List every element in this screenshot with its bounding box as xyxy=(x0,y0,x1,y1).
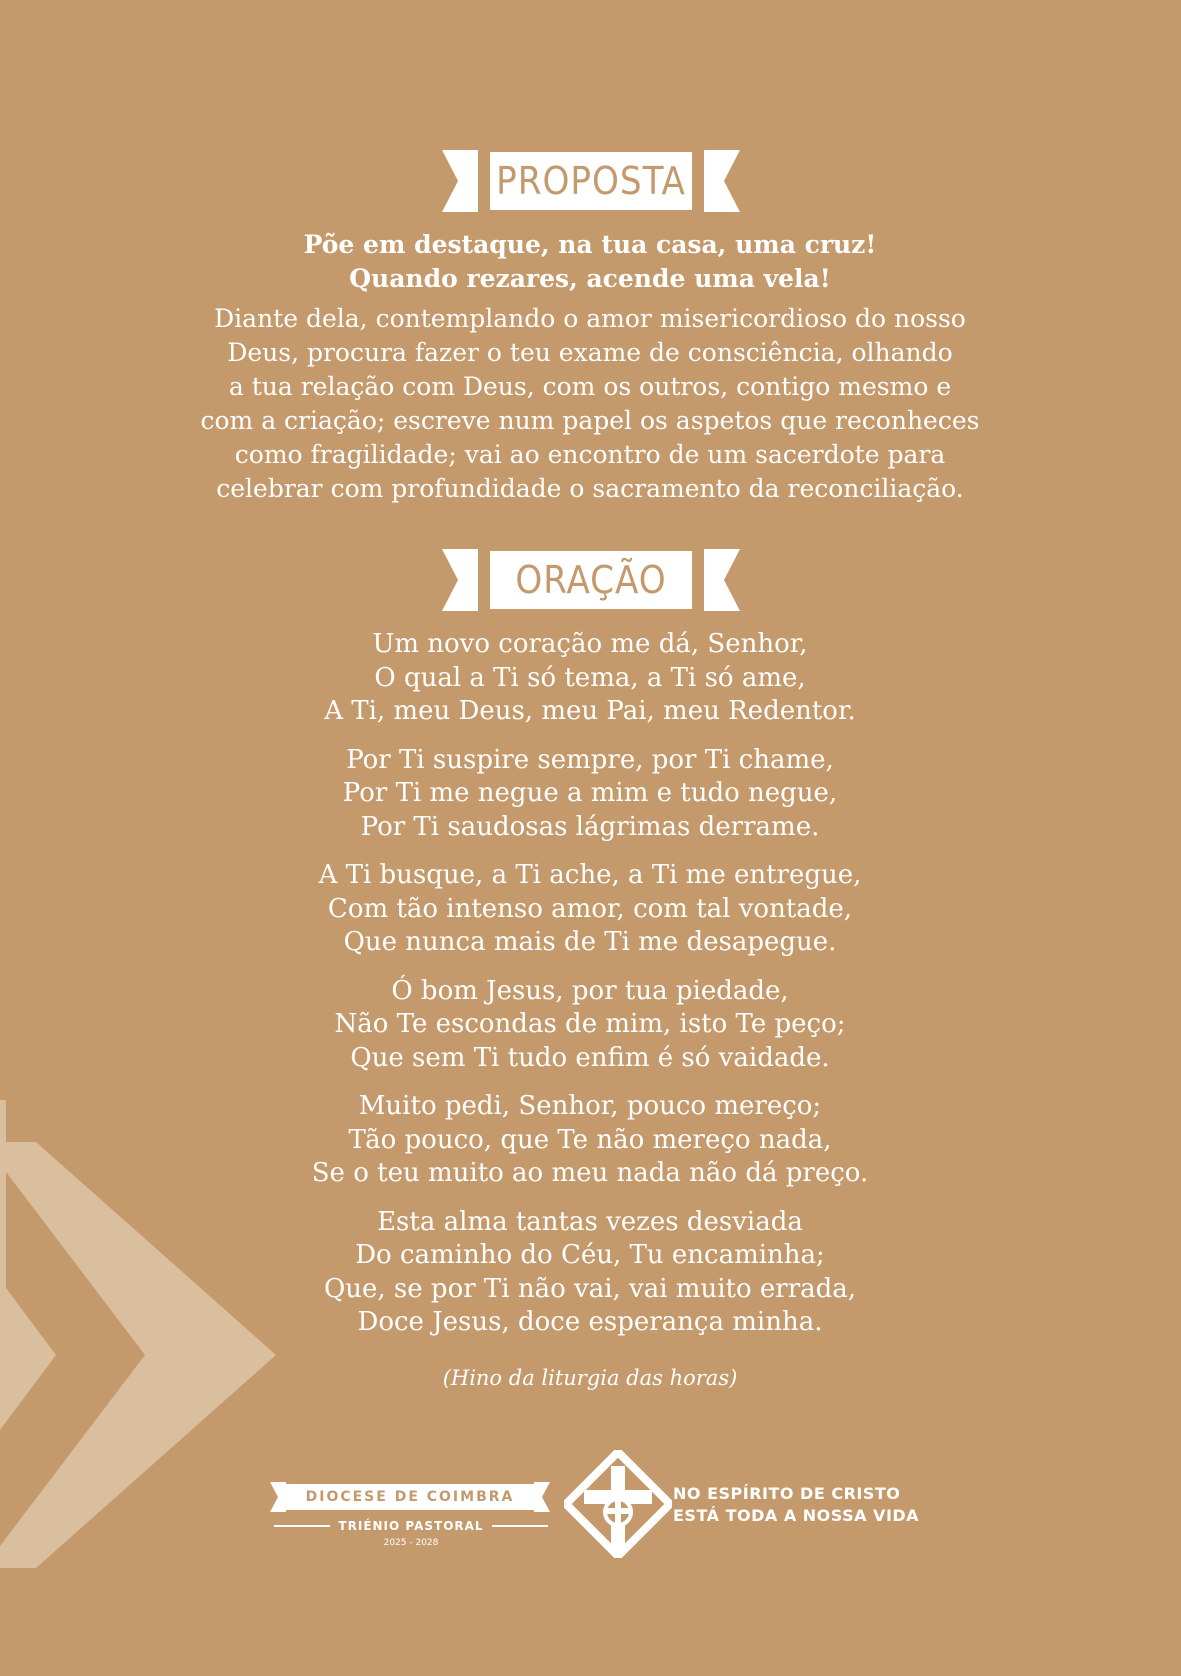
proposta-highlight xyxy=(140,228,1040,296)
prayer-line: A Ti busque, a Ti ache, a Ti me entregue, xyxy=(318,860,862,890)
divider xyxy=(274,1525,330,1527)
triennium-years: 2025 - 2028 xyxy=(383,1538,439,1548)
oracao-heading-box xyxy=(490,551,692,609)
prayer-stanza xyxy=(140,859,1040,960)
prayer-line: Doce Jesus, doce esperança minha. xyxy=(357,1307,823,1337)
prayer-stanza xyxy=(140,628,1040,729)
prayer-line: A Ti, meu Deus, meu Pai, meu Redentor. xyxy=(324,696,856,726)
prayer-line: Que nunca mais de Ti me desapegue. xyxy=(343,927,837,957)
prayer-line: Por Ti me negue a mim e tudo negue, xyxy=(342,778,838,808)
prayer-source: (Hino da liturgia das horas) xyxy=(442,1366,738,1390)
triennium-label: TRIÉNIO PASTORAL xyxy=(338,1519,484,1533)
divider xyxy=(492,1525,548,1527)
motto-line: NO ESPÍRITO DE CRISTO xyxy=(673,1484,901,1503)
oracao-banner xyxy=(0,549,1181,611)
proposta-heading-box xyxy=(490,152,692,210)
proposta-line: com a criação; escreve num papel os aspetos que reconheces xyxy=(200,406,980,435)
proposta-line: a tua relação com Deus, com os outros, contigo mesmo e xyxy=(228,372,952,401)
prayer-line: Com tão intenso amor, com tal vontade, xyxy=(327,893,853,924)
proposta-highlight-line: Põe em destaque, na tua casa, uma cruz! xyxy=(303,230,877,259)
prayer-stanza xyxy=(140,1090,1040,1191)
diocese-name-box xyxy=(286,1484,534,1510)
ribbon-right-tail xyxy=(704,150,740,212)
prayer-line: O qual a Ti só tema, a Ti só ame, xyxy=(374,662,806,693)
prayer-stanza xyxy=(140,1206,1040,1340)
prayer-line: Não Te escondas de mim, isto Te peço; xyxy=(334,1009,846,1039)
side-bar xyxy=(0,1100,6,1390)
prayer-stanza xyxy=(140,975,1040,1076)
prayer-line: Se o teu muito ao meu nada não dá preço. xyxy=(311,1158,869,1188)
motto-line: ESTÁ TODA A NOSSA VIDA xyxy=(673,1506,920,1525)
prayer-stanza xyxy=(140,744,1040,845)
proposta-line: Deus, procura fazer o teu exame de consciência, olhando xyxy=(227,338,953,367)
prayer-line: Ó bom Jesus, por tua piedade, xyxy=(391,975,789,1006)
motto xyxy=(673,1483,919,1527)
diocese-name: DIOCESE DE COIMBRA xyxy=(305,1489,515,1505)
ribbon-left-tail xyxy=(442,549,478,611)
proposta-paragraph xyxy=(140,302,1040,506)
diocese-logo xyxy=(266,1482,556,1562)
prayer-line: Por Ti saudosas lágrimas derrame. xyxy=(360,811,820,842)
prayer-line: Que sem Ti tudo enfim é só vaidade. xyxy=(350,1042,830,1073)
cross-emblem-icon xyxy=(564,1450,672,1558)
prayer-line: Tão pouco, que Te não mereço nada, xyxy=(348,1124,832,1155)
prayer-line: Muito pedi, Senhor, pouco mereço; xyxy=(358,1091,822,1121)
prayer-line: Por Ti suspire sempre, por Ti chame, xyxy=(346,744,834,775)
proposta-heading: PROPOSTA xyxy=(496,159,686,203)
triennium-row xyxy=(266,1516,556,1536)
chevron-inner xyxy=(0,1280,56,1430)
proposta-line: Diante dela, contemplando o amor misericordioso do nosso xyxy=(214,304,966,333)
prayer-line: Esta alma tantas vezes desviada xyxy=(377,1206,803,1237)
proposta-line: celebrar com profundidade o sacramento da reconciliação. xyxy=(216,474,964,503)
prayer-text xyxy=(140,628,1040,1355)
prayer-line: Que, se por Ti não vai, vai muito errada, xyxy=(323,1273,857,1304)
prayer-line: Do caminho do Céu, Tu encaminha; xyxy=(355,1240,825,1270)
prayer-line: Um novo coração me dá, Senhor, xyxy=(372,629,808,659)
ribbon-left-tail xyxy=(442,150,478,212)
proposta-banner xyxy=(0,150,1181,212)
proposta-highlight-line: Quando rezares, acende uma vela! xyxy=(349,264,831,293)
proposta-line: como fragilidade; vai ao encontro de um sacerdote para xyxy=(234,440,946,469)
oracao-heading: ORAÇÃO xyxy=(515,558,667,602)
ribbon-right-tail xyxy=(704,549,740,611)
